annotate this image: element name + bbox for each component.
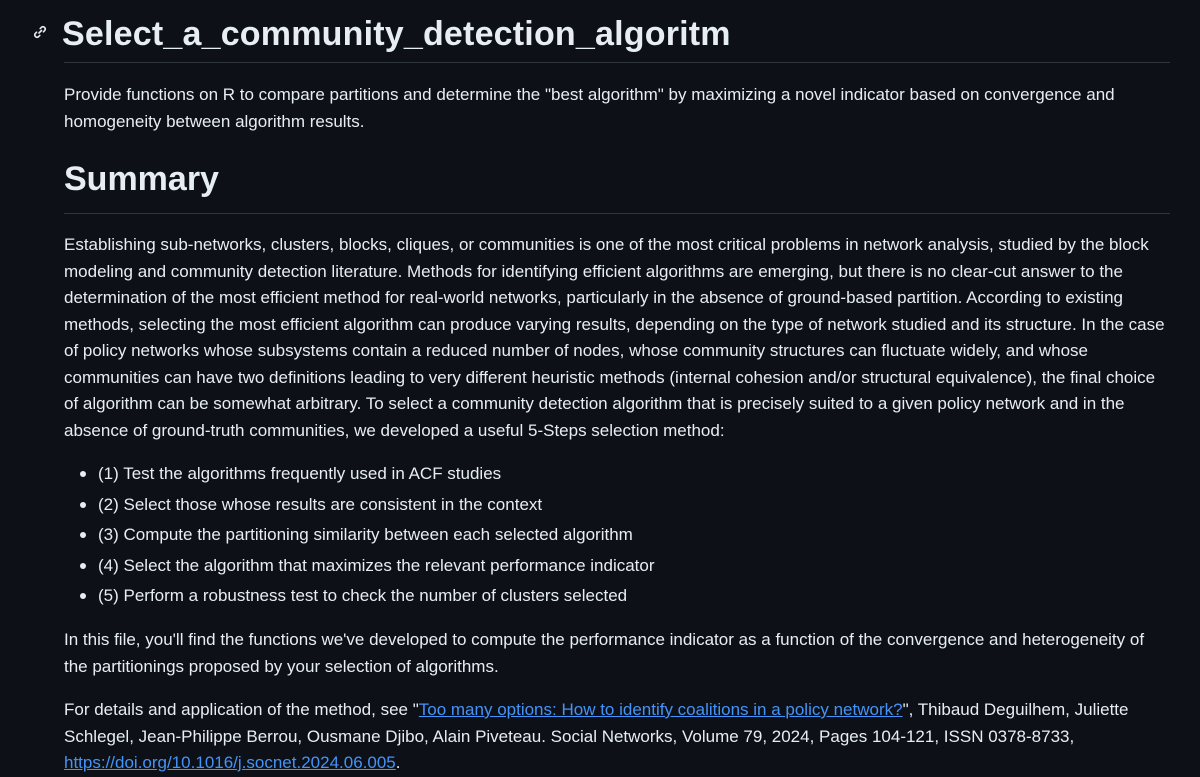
paper-link[interactable]: Too many options: How to identify coalitions in a policy network? [418,700,903,719]
files-paragraph: In this file, you'll find the functions we've developed to compute the performance indicator as a function of the convergence and heterogeneity of the partitionings proposed by your selection of algorithms. [64,630,1145,676]
step-text: (4) Select the algorithm that maximizes the relevant performance indicator [98,555,655,575]
details-prefix: For details and application of the method, see " [64,700,419,719]
bullet-icon [80,502,86,508]
page-title: Select_a_community_detection_algoritm [62,14,731,53]
details-citation: ", Thibaud Deguilhem, Juliette Schlegel, Jean-Philippe Berrou, Ousmane Djibo, Alain Piveteau. Social Networks, Volume 79, 2024, Pages 104-121, ISSN 0378-8733, [64,700,1129,746]
link-icon [32,24,48,45]
doi-link[interactable]: https://doi.org/10.1016/j.socnet.2024.06.005 [64,753,396,772]
summary-heading: Summary [64,160,219,198]
step-text: (5) Perform a robustness test to check the number of clusters selected [98,586,628,605]
step-text: (1) Test the algorithms frequently used in ACF studies [98,464,502,483]
bullet-icon [80,532,86,538]
title-divider [64,62,1170,63]
steps-list [64,459,1170,612]
bullet-icon [80,563,86,569]
details-paragraph [64,697,1170,777]
details-suffix: . [395,753,401,772]
intro-paragraph: Provide functions on R to compare partitions and determine the "best algorithm" by maximizing a novel indicator based on convergence and homogeneity between algorithm results. [64,85,1115,131]
list-item [64,581,1170,612]
bullet-icon [80,471,86,477]
list-item [64,551,1170,582]
list-item [64,490,1170,521]
list-item [64,520,1170,551]
bullet-icon [80,593,86,599]
step-text: (3) Compute the partitioning similarity between each selected algorithm [98,525,633,544]
title-row [32,8,1170,60]
step-text: (2) Select those whose results are consistent in the context [98,494,543,514]
summary-divider [64,213,1170,214]
heading-anchor-link[interactable] [32,24,62,45]
summary-paragraph: Establishing sub-networks, clusters, blocks, cliques, or communities is one of the most critical problems in network analysis, studied by the block modeling and community detection literature. Methods for identifying efficient algorithms are emerging, but there is no clear-cut answer to the determination of the most efficient method for real-world networks, particularly in the absence of ground-based partition. According to existing methods, selecting the most efficient algorithm can produce varying results, depending on the type of network studied and its structure. In the case of policy networks whose subsystems contain a reduced number of nodes, whose community structures can fluctuate widely, and whose communities can have two definitions leading to very different heuristic methods (internal cohesion and/or structural equivalence), the final choice of algorithm can be somewhat arbitrary. To select a community detection algorithm that is precisely suited to a given policy network and in the absence of ground-truth communities, we developed a useful 5-Steps selection method: [64,235,1165,440]
list-item [64,459,1170,490]
